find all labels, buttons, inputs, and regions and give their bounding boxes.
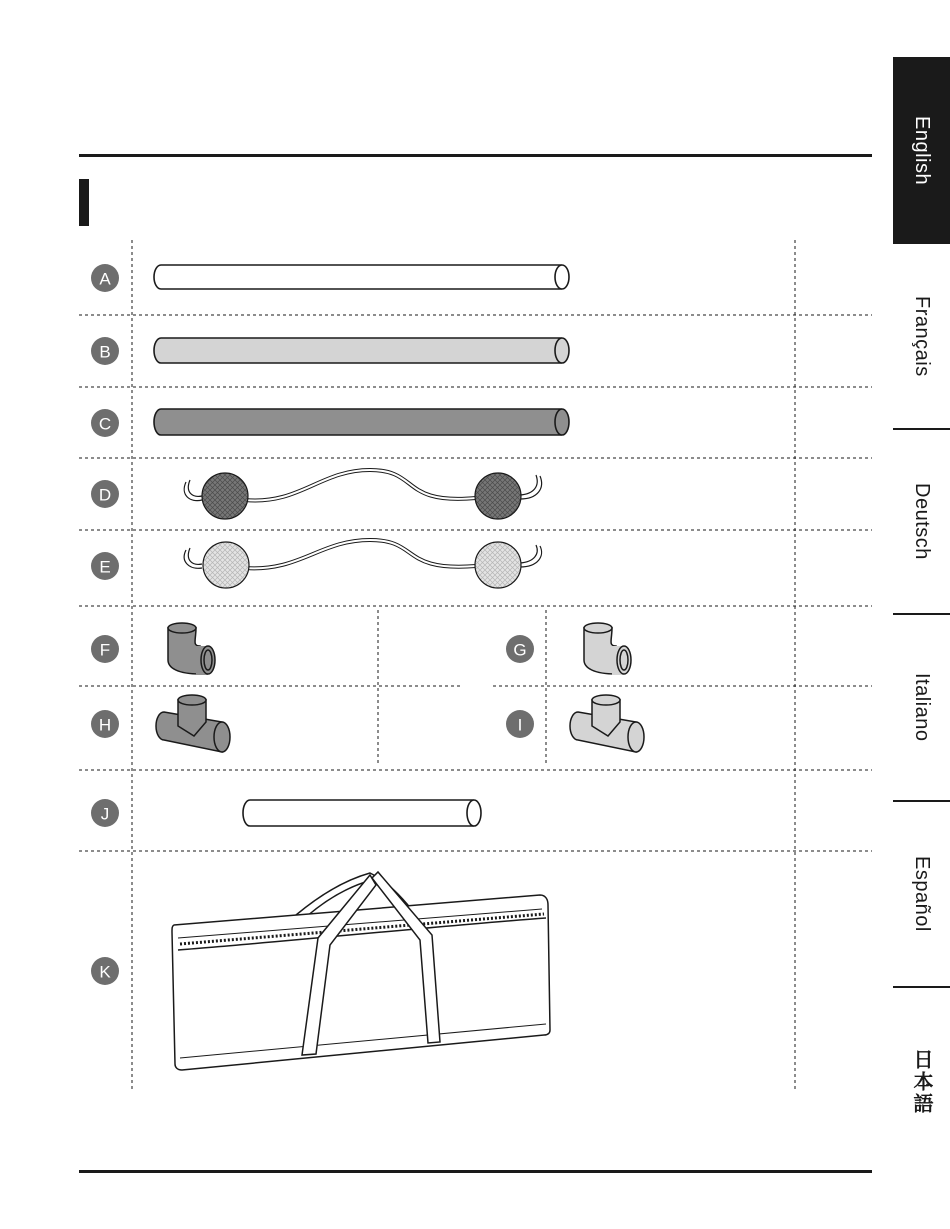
svg-text:A: A: [99, 269, 111, 289]
tab-francais[interactable]: Français: [911, 295, 933, 377]
badge-j: [91, 799, 119, 827]
badge-f: [91, 635, 119, 663]
svg-text:I: I: [517, 715, 523, 735]
part-d-dark-ball-cord-icon: [184, 470, 541, 519]
badge-b: [91, 337, 119, 365]
badge-e: [91, 552, 119, 580]
badge-g: [506, 635, 534, 663]
part-a-white-tube-icon: [154, 265, 569, 289]
svg-text:J: J: [100, 804, 110, 824]
part-b-light-tube-icon: [154, 338, 569, 363]
badge-a: [91, 264, 119, 292]
svg-text:B: B: [99, 342, 111, 362]
badge-k: [91, 957, 119, 985]
part-c-dark-tube-icon: [154, 409, 569, 435]
svg-text:H: H: [98, 715, 112, 735]
part-j-short-tube-icon: [243, 800, 481, 826]
part-i-light-tee-icon: [570, 695, 644, 752]
tab-deutsch[interactable]: Deutsch: [893, 428, 950, 613]
svg-text:E: E: [99, 557, 111, 577]
part-e-light-ball-cord-icon: [184, 540, 541, 588]
svg-text:D: D: [98, 485, 112, 505]
svg-text:C: C: [98, 414, 112, 434]
tab-english[interactable]: English: [893, 57, 950, 244]
badge-i: [506, 710, 534, 738]
tab-espanol[interactable]: Español: [893, 800, 950, 986]
part-f-dark-elbow-icon: [168, 623, 215, 675]
svg-text:G: G: [513, 640, 527, 660]
badge-d: [91, 480, 119, 508]
badge-h: [91, 710, 119, 738]
tab-japanese[interactable]: 日本語: [893, 986, 950, 1176]
part-h-dark-tee-icon: [156, 695, 230, 752]
svg-text:F: F: [99, 640, 111, 660]
badge-c: [91, 409, 119, 437]
tab-italiano[interactable]: Italiano: [893, 613, 950, 800]
part-g-light-elbow-icon: [584, 623, 631, 675]
part-k-carry-bag-icon: [172, 872, 550, 1070]
svg-text:K: K: [99, 962, 111, 982]
